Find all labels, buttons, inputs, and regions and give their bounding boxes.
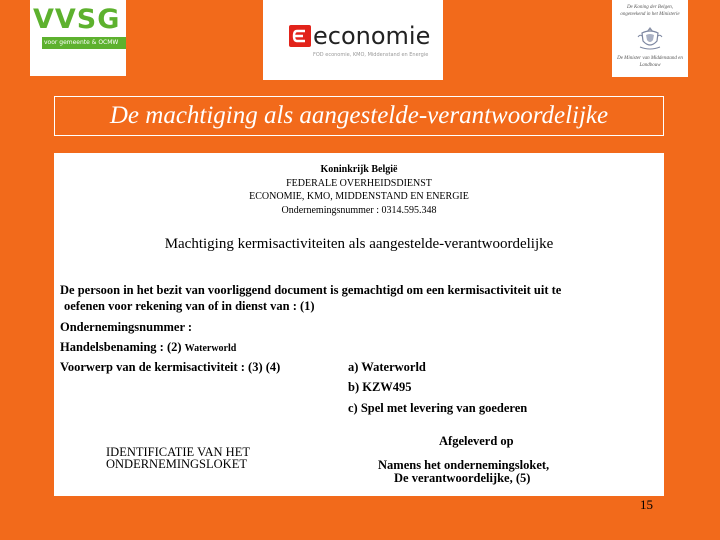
document-card <box>54 153 664 496</box>
doc-namens-line1: Namens het ondernemingsloket, <box>378 458 550 472</box>
doc-handelsbenaming-value: Waterworld <box>184 343 237 354</box>
doc-header-department: ECONOMIE, KMO, MIDDENSTAND EN ENERGIE <box>249 191 469 202</box>
doc-identificatie-line1: IDENTIFICATIE VAN HET <box>106 445 250 459</box>
doc-header-service: FEDERALE OVERHEIDSDIENST <box>286 178 432 189</box>
economie-logo <box>263 0 443 80</box>
slide-title: De machtiging als aangestelde-verantwoordelijke <box>109 102 609 129</box>
crest-top-text: De Koning der Belgen, ongeteekend in het Ministerie <box>620 5 680 17</box>
doc-handelsbenaming <box>60 340 236 355</box>
vvsg-logo-text: VVSG <box>33 4 121 35</box>
doc-namens-line2: De verantwoordelijke, (5) <box>394 471 531 485</box>
doc-item-b: b) KZW495 <box>348 380 412 394</box>
economie-logo-tagline: FOD economie, KMO, Middenstand en Energie <box>313 52 429 58</box>
doc-ondernemingsnummer-label: Ondernemingsnummer : <box>60 320 193 334</box>
slide-title-box <box>54 96 664 136</box>
page-number: 15 <box>640 497 653 512</box>
doc-handelsbenaming-label: Handelsbenaming : (2) <box>60 340 182 354</box>
doc-item-a: a) Waterworld <box>348 360 426 374</box>
doc-intro-line2: oefenen voor rekening van of in dienst van : (1) <box>64 299 315 313</box>
doc-heading: Machtiging kermisactiviteiten als aangestelde-verantwoordelijke <box>164 236 554 252</box>
crest-bottom-text: De Minister van Middenstand en Landbouw <box>617 56 683 68</box>
doc-header-ondernemingsnummer: Ondernemingsnummer : 0314.595.348 <box>281 205 437 216</box>
doc-voorwerp-label: Voorwerp van de kermisactiviteit : (3) (4) <box>60 360 281 374</box>
coat-of-arms-icon <box>636 25 664 51</box>
economie-logo-text: economie <box>313 22 431 50</box>
doc-header-kingdom: Koninkrijk België <box>320 164 398 175</box>
vvsg-logo <box>30 0 126 76</box>
vvsg-logo-subtitle: voor gemeente & OCMW <box>44 39 119 46</box>
doc-identificatie-line2: ONDERNEMINGSLOKET <box>106 457 247 471</box>
doc-afgeleverd: Afgeleverd op <box>439 434 514 448</box>
crest-logo <box>612 0 688 77</box>
doc-item-c: c) Spel met levering van goederen <box>348 401 528 415</box>
doc-intro-line1: De persoon in het bezit van voorliggend document is gemachtigd om een kermisactiviteit uit te <box>60 283 562 297</box>
economie-mark-icon <box>289 25 311 47</box>
